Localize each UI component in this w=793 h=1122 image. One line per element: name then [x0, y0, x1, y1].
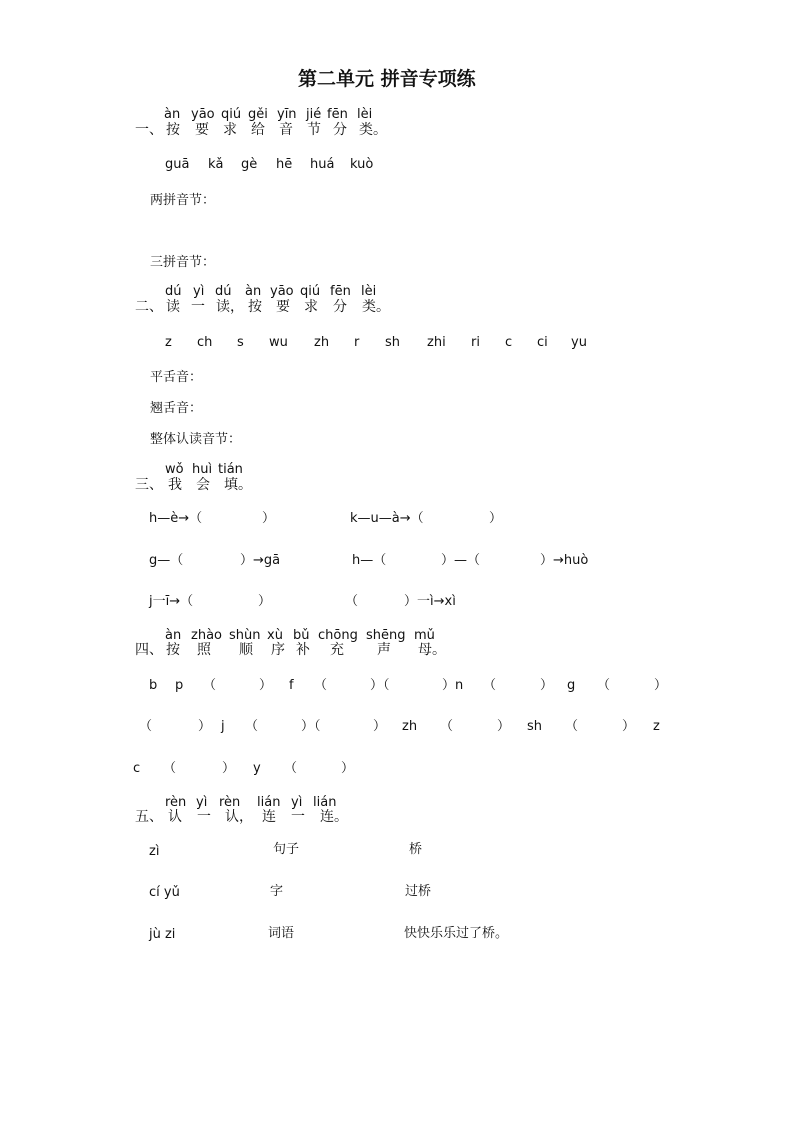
heading-char: 按 — [166, 642, 180, 658]
letter-item: wu — [269, 335, 288, 350]
fill-item: ） — [262, 511, 276, 526]
letter-item: ri — [471, 335, 480, 350]
sequence-item: g — [567, 678, 576, 693]
match-pinyin: zì — [149, 844, 160, 859]
heading-char: 按 — [166, 122, 180, 138]
pinyin-syllable: lèi — [361, 284, 377, 299]
sequence-item: ） — [373, 719, 387, 734]
pinyin-syllable: fēn — [327, 107, 348, 122]
section-number: 四、 — [135, 642, 163, 658]
heading-char: 读， — [216, 299, 244, 315]
sequence-item: ） — [341, 761, 355, 776]
heading-char: 音 — [279, 122, 293, 138]
fill-item: j一ī→（ — [149, 594, 194, 609]
fill-item: ）→huò — [540, 553, 589, 568]
sequence-item: （ — [163, 761, 177, 776]
page-title: 第二单元 拼音专项练 — [298, 68, 476, 90]
match-word: 字 — [270, 884, 284, 899]
sequence-item: ） — [222, 761, 236, 776]
fill-item: ）—（ — [441, 553, 481, 568]
heading-char: 充 — [330, 642, 344, 658]
sequence-item: （ — [565, 719, 579, 734]
fill-item: ）一ì→xì — [404, 594, 456, 609]
pinyin-syllable: bǔ — [293, 628, 310, 643]
letter-item: c — [505, 335, 513, 350]
heading-char: 认 — [168, 809, 182, 825]
heading-char: 顺 — [239, 642, 253, 658]
pinyin-syllable: yīn — [277, 107, 297, 122]
pinyin-syllable: yāo — [191, 107, 215, 122]
pinyin-syllable: àn — [164, 107, 181, 122]
heading-char: 分 — [333, 299, 347, 315]
heading-char: 序 — [271, 642, 285, 658]
fill-item: g—（ — [149, 553, 184, 568]
pinyin-syllable: mǔ — [414, 628, 435, 643]
pinyin-syllable: gěi — [248, 107, 268, 122]
heading-char: 要 — [195, 122, 209, 138]
heading-char: 求 — [223, 122, 237, 138]
heading-char: 声 — [377, 642, 391, 658]
pinyin-syllable: dú — [165, 284, 182, 299]
letter-item: z — [165, 335, 172, 350]
sequence-item: p — [175, 678, 184, 693]
letter-item: zhi — [427, 335, 446, 350]
pinyin-syllable: yì — [196, 795, 208, 810]
heading-char: 一 — [291, 809, 305, 825]
match-word: 词语 — [268, 926, 295, 941]
heading-char: 母。 — [418, 642, 446, 658]
section-number: 三、 — [135, 477, 163, 493]
pinyin-syllable: shùn — [229, 628, 261, 643]
syllable-item: guā — [165, 157, 190, 172]
section-number: 一、 — [135, 122, 163, 138]
pinyin-syllable: wǒ — [165, 462, 184, 477]
sequence-item: （ — [203, 678, 217, 693]
syllable-item: hē — [276, 157, 293, 172]
heading-char: 求 — [304, 299, 318, 315]
heading-char: 一 — [197, 809, 211, 825]
sequence-item: ） — [198, 719, 212, 734]
heading-char: 认， — [225, 809, 253, 825]
sequence-item: ）n — [442, 678, 464, 693]
letter-item: sh — [385, 335, 401, 350]
pinyin-syllable: àn — [165, 628, 182, 643]
heading-char: 分 — [333, 122, 347, 138]
sequence-item: z — [653, 719, 660, 734]
syllable-item: huá — [310, 157, 335, 172]
pinyin-syllable: qiú — [300, 284, 321, 299]
heading-char: 补 — [296, 642, 310, 658]
sequence-item: ） — [622, 719, 636, 734]
whole-syllable-label: 整体认读音节： — [150, 432, 242, 447]
heading-char: 要 — [276, 299, 290, 315]
section-number: 二、 — [135, 299, 163, 315]
sequence-item: ） — [654, 678, 668, 693]
sequence-item: c — [133, 761, 141, 776]
letter-item: s — [237, 335, 244, 350]
heading-char: 连 — [262, 809, 276, 825]
sequence-item: （ — [139, 719, 153, 734]
sequence-item: ）（ — [301, 719, 321, 734]
pinyin-syllable: xù — [267, 628, 283, 643]
pinyin-syllable: lèi — [357, 107, 373, 122]
pinyin-syllable: yì — [193, 284, 205, 299]
heading-char: 类。 — [359, 122, 387, 138]
fill-item: h—（ — [352, 553, 387, 568]
fill-item: h—è→（ — [149, 511, 203, 526]
fill-item: ）→gā — [240, 553, 281, 568]
pinyin-syllable: àn — [245, 284, 262, 299]
syllable-item: kǎ — [208, 157, 224, 172]
pinyin-syllable: rèn — [165, 795, 187, 810]
sequence-item: j — [221, 719, 225, 734]
match-word: 句子 — [273, 842, 300, 857]
sequence-item: ） — [540, 678, 554, 693]
fill-item: （ — [345, 594, 359, 609]
heading-char: 我 — [168, 477, 182, 493]
letter-item: yu — [571, 335, 587, 350]
pinyin-syllable: zhào — [191, 628, 222, 643]
sequence-item: （ — [314, 678, 328, 693]
match-pinyin: jù zi — [149, 927, 176, 942]
curled-tongue-label: 翘舌音： — [150, 401, 203, 416]
sequence-item: （ — [284, 761, 298, 776]
pinyin-syllable: qiú — [221, 107, 242, 122]
fill-item: ） — [489, 511, 503, 526]
syllable-item: kuò — [350, 157, 374, 172]
sequence-item: （ — [440, 719, 454, 734]
pinyin-syllable: huì — [192, 462, 213, 477]
heading-char: 读 — [166, 299, 180, 315]
heading-char: 填。 — [224, 477, 252, 493]
two-spell-label: 两拼音节： — [150, 193, 216, 208]
letter-item: ch — [197, 335, 213, 350]
pinyin-syllable: tián — [218, 462, 243, 477]
sequence-item: （ — [597, 678, 611, 693]
match-phrase: 快快乐乐过了桥。 — [404, 926, 509, 941]
letter-item: ci — [537, 335, 548, 350]
sequence-item: zh — [402, 719, 418, 734]
three-spell-label: 三拼音节： — [150, 255, 216, 270]
letter-item: zh — [314, 335, 330, 350]
section-number: 五、 — [135, 809, 163, 825]
pinyin-syllable: shēng — [366, 628, 406, 643]
match-phrase: 过桥 — [405, 884, 432, 899]
heading-char: 节 — [307, 122, 321, 138]
sequence-item: b — [149, 678, 158, 693]
heading-char: 一 — [191, 299, 205, 315]
pinyin-syllable: jié — [306, 107, 322, 122]
flat-tongue-label: 平舌音： — [150, 370, 203, 385]
letter-item: r — [354, 335, 360, 350]
sequence-item: y — [253, 761, 261, 776]
heading-char: 连。 — [320, 809, 348, 825]
match-pinyin: cí yǔ — [149, 885, 180, 900]
sequence-item: ） — [497, 719, 511, 734]
fill-item: ） — [258, 594, 272, 609]
sequence-item: f — [289, 678, 294, 693]
pinyin-syllable: chōng — [318, 628, 358, 643]
pinyin-syllable: lián — [313, 795, 337, 810]
sequence-item: （ — [483, 678, 497, 693]
fill-item: k—u—à→（ — [350, 511, 424, 526]
pinyin-syllable: rèn — [219, 795, 241, 810]
sequence-item: ）（ — [370, 678, 390, 693]
sequence-item: ） — [259, 678, 273, 693]
heading-char: 按 — [248, 299, 262, 315]
heading-char: 给 — [251, 122, 265, 138]
sequence-item: sh — [527, 719, 543, 734]
pinyin-syllable: fēn — [330, 284, 351, 299]
heading-char: 类。 — [362, 299, 390, 315]
match-phrase: 桥 — [409, 842, 423, 857]
pinyin-syllable: lián — [257, 795, 281, 810]
syllable-item: gè — [241, 157, 258, 172]
pinyin-syllable: dú — [215, 284, 232, 299]
sequence-item: （ — [245, 719, 259, 734]
pinyin-syllable: yì — [291, 795, 303, 810]
heading-char: 会 — [196, 477, 210, 493]
pinyin-syllable: yāo — [270, 284, 294, 299]
heading-char: 照 — [197, 642, 211, 658]
